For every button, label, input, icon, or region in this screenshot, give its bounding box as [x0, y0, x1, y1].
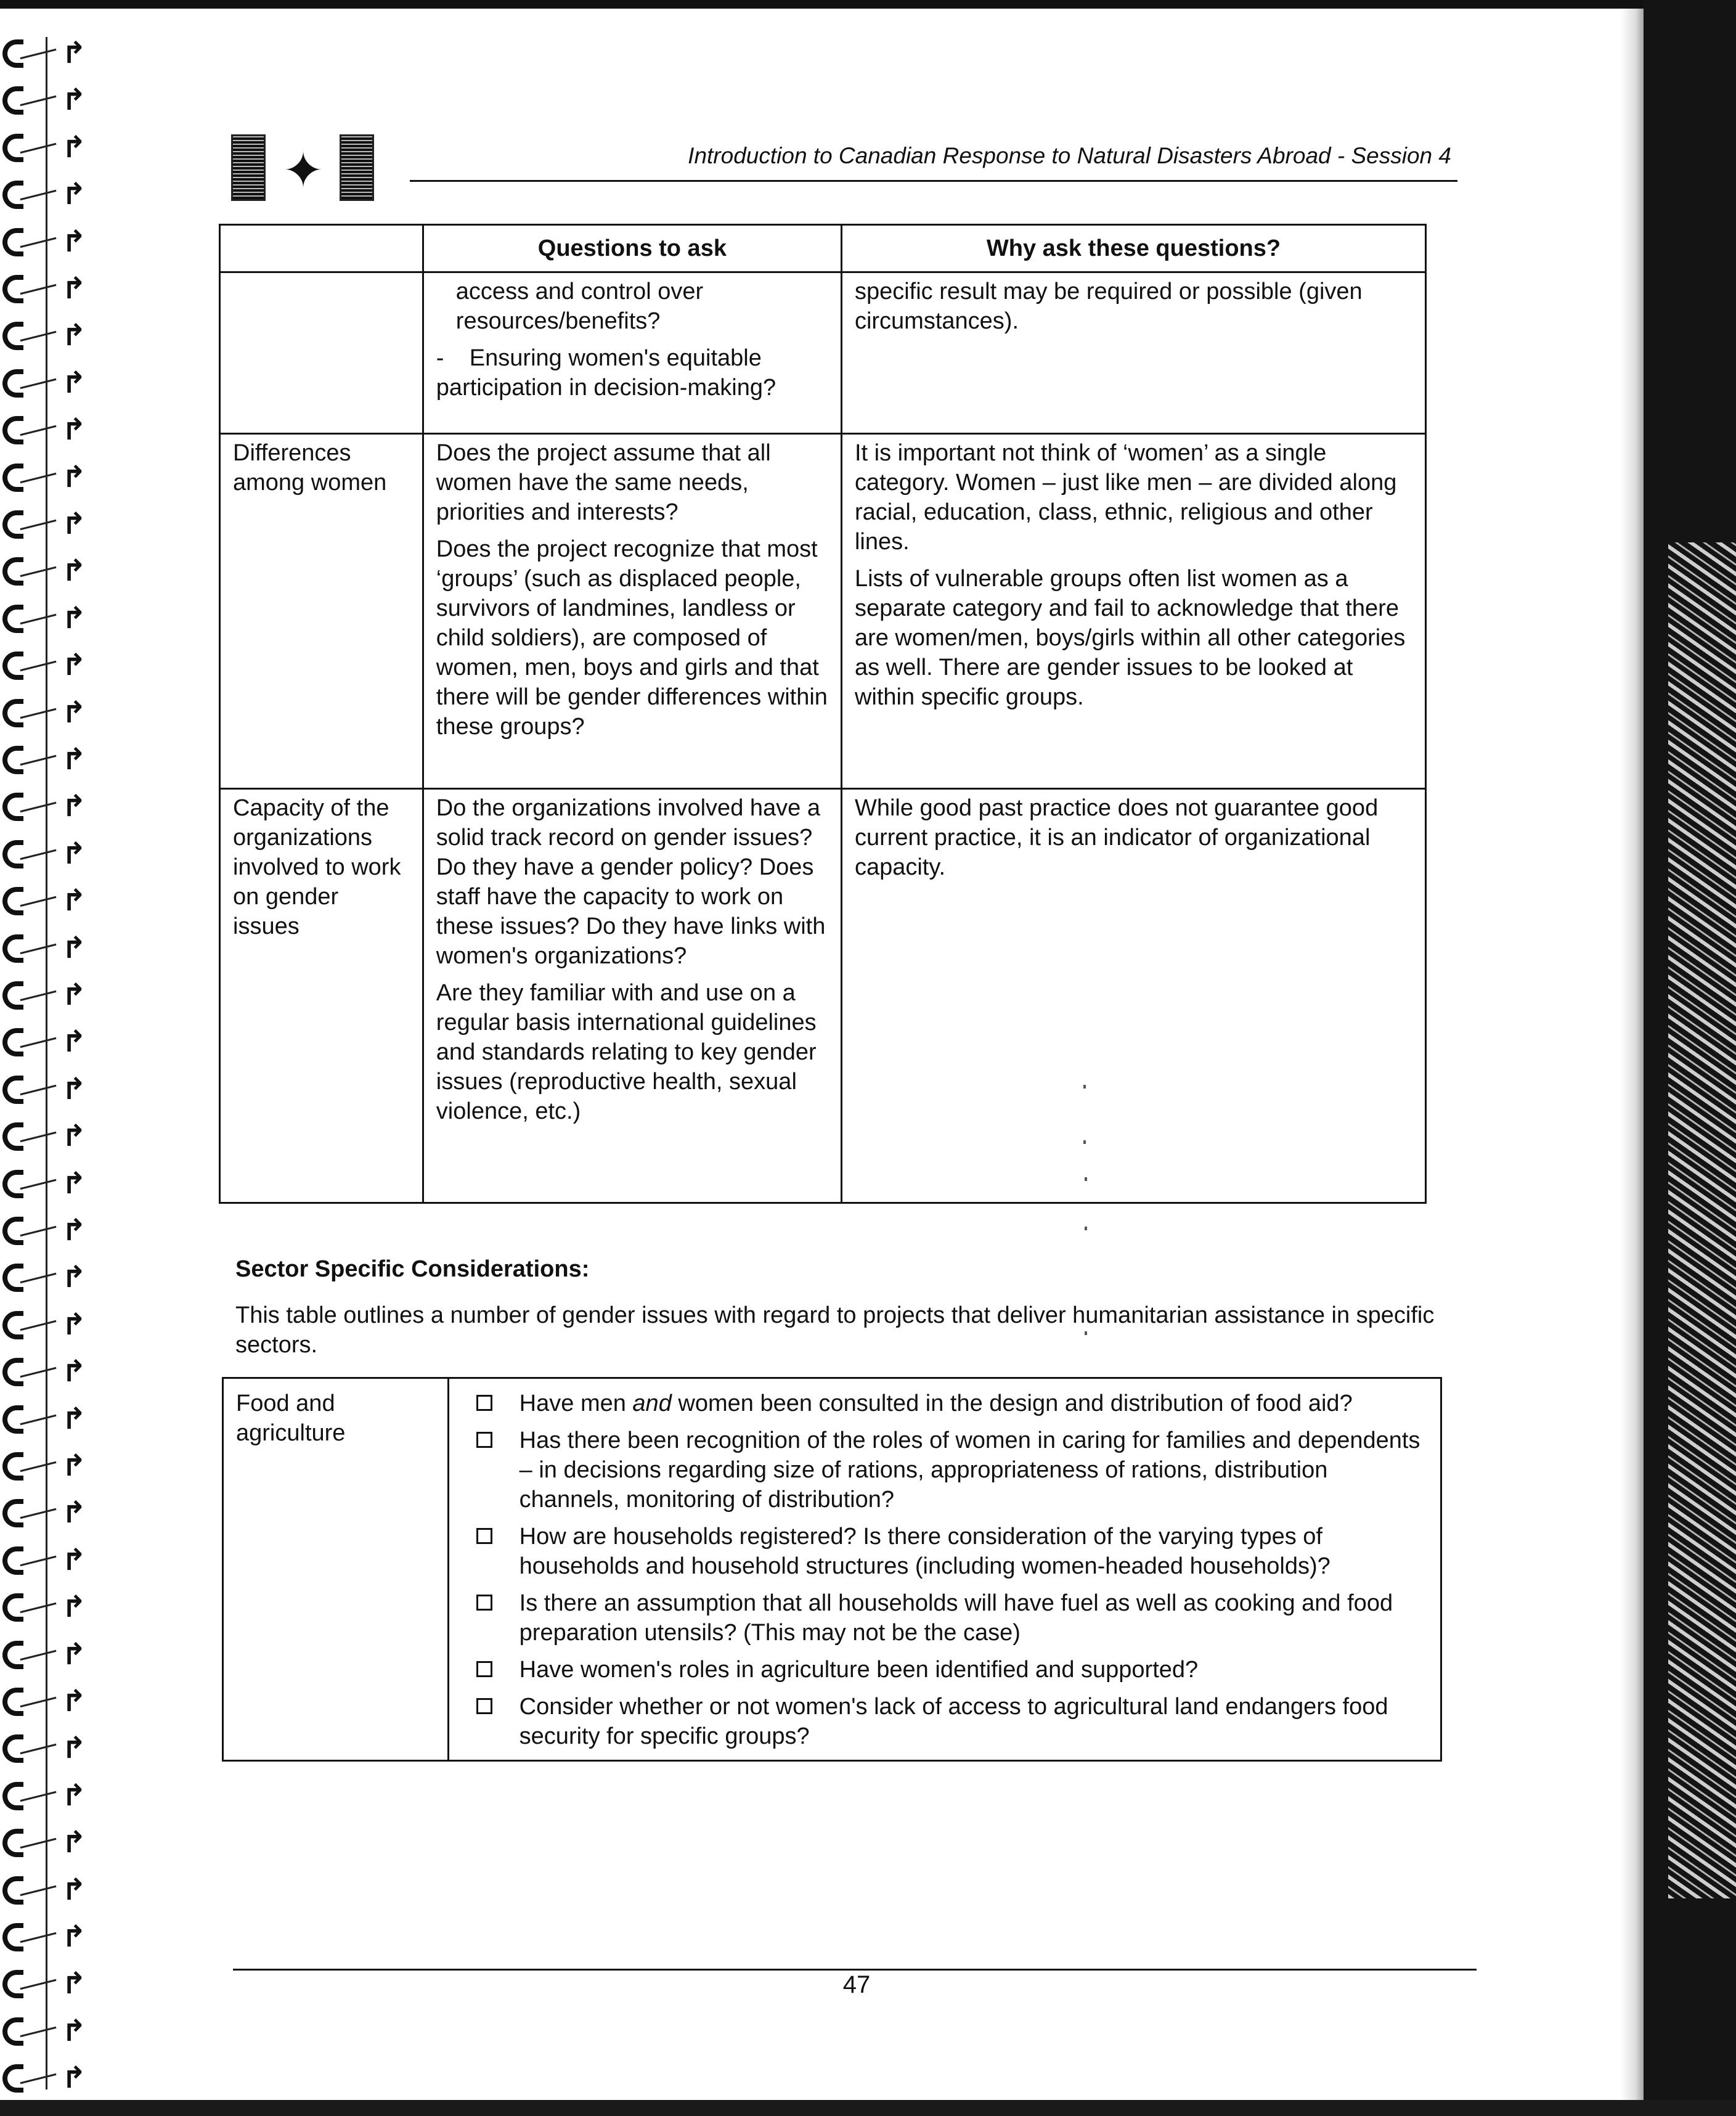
checkbox-icon: [476, 1661, 492, 1677]
spiral-coil: ↱: [2, 1120, 89, 1152]
spiral-coil: ↱: [2, 555, 89, 587]
checklist-item: [462, 1692, 1429, 1751]
spiral-coil: ↱: [2, 1544, 89, 1576]
item-text-emphasis: and: [632, 1391, 672, 1416]
flag-left-bar: [231, 134, 266, 201]
gender-questions-table: [219, 224, 1427, 1204]
questions-cell: [423, 789, 841, 1203]
page-edge-shadow: [1621, 9, 1645, 2100]
spiral-coil: ↱: [2, 1826, 89, 1858]
spiral-coil: ↱: [2, 979, 89, 1011]
spiral-binding: [0, 37, 99, 2096]
spiral-coil: ↱: [2, 1450, 89, 1482]
scan-top-edge: [0, 0, 1736, 9]
scan-speck: [1085, 1177, 1087, 1181]
table-row: [220, 434, 1426, 789]
question-bullet-text: Ensuring women's equitable participation in decision-making?: [436, 345, 776, 401]
spiral-coil: ↱: [2, 414, 89, 446]
spiral-coil: ↱: [2, 1874, 89, 1906]
spiral-coil: ↱: [2, 2015, 89, 2047]
checklist-item: [462, 1655, 1429, 1685]
page-header-title: Introduction to Canadian Response to Natural Disasters Abroad - Session 4: [688, 143, 1451, 168]
checklist-item: [462, 1522, 1429, 1581]
questions-cell: [423, 434, 841, 789]
why-cell: [841, 434, 1425, 789]
maple-leaf-icon: ✦: [282, 142, 324, 199]
sector-cell: Food and agriculture: [223, 1378, 449, 1761]
spiral-coil: ↱: [2, 1779, 89, 1812]
spiral-coil: ↱: [2, 367, 89, 399]
topic-cell: Differences among women: [220, 434, 423, 789]
spiral-coil: ↱: [2, 649, 89, 681]
scan-speck: [1085, 1331, 1087, 1335]
spiral-coil: ↱: [2, 696, 89, 729]
checkbox-icon: [476, 1432, 492, 1448]
spiral-coil: ↱: [2, 602, 89, 634]
spiral-coil: ↱: [2, 884, 89, 917]
topic-cell: [220, 272, 423, 434]
checkbox-icon: [476, 1395, 492, 1411]
spiral-coil: ↱: [2, 1921, 89, 1953]
spiral-coil: ↱: [2, 790, 89, 822]
checklist-item: [462, 1426, 1429, 1514]
section-heading: Sector Specific Considerations:: [235, 1256, 590, 1282]
checklist-item-text: How are households registered? Is there consideration of the varying types of households and household structures (including women-headed households)?: [519, 1524, 1331, 1579]
why-text: While good past practice does not guarantee good current practice, it is an indicator of organizational capacity.: [854, 795, 1379, 880]
question-text: access and control over resources/benefits?: [455, 279, 704, 334]
checklist-item: [462, 1389, 1429, 1418]
spiral-coil: ↱: [2, 1967, 89, 2000]
spiral-coil: ↱: [2, 1685, 89, 1717]
scan-bottom-edge: [0, 2100, 1736, 2116]
question-text: [436, 343, 829, 402]
question-text: Does the project assume that all women have the same needs, priorities and interests?: [436, 440, 771, 525]
spiral-coil: ↱: [2, 1638, 89, 1670]
page-number: 47: [842, 1971, 871, 1998]
spiral-coil: ↱: [2, 1167, 89, 1199]
checklist-item-text: Have women's roles in agriculture been identified and supported?: [519, 1657, 1199, 1683]
checkbox-icon: [476, 1528, 492, 1544]
spiral-coil: ↱: [2, 838, 89, 870]
spiral-coil: ↱: [2, 461, 89, 493]
spiral-coil: ↱: [2, 178, 89, 210]
spiral-coil: ↱: [2, 1591, 89, 1623]
why-text: specific result may be required or possible (given circumstances).: [854, 279, 1363, 334]
column-header: Questions to ask: [423, 225, 841, 272]
spiral-coil: ↱: [2, 226, 89, 258]
question-text: Do the organizations involved have a solid track record on gender issues? Do they have a gender policy? Does staff have the capacity to work on these issues? Do they have links with women's organizations?: [436, 795, 826, 969]
checklist-item-text: Has there been recognition of the roles of women in caring for families and dependents – in decisions regarding size of rations, appropriateness of rations, distribution channels, monitoring of distribution?: [519, 1428, 1420, 1513]
spiral-coil: ↱: [2, 1309, 89, 1341]
spiral-coil: ↱: [2, 131, 89, 163]
item-text-part: women been consulted in the design and distribution of food aid?: [671, 1391, 1353, 1416]
table-row: [220, 272, 1426, 434]
item-text-part: Have men: [519, 1391, 633, 1416]
why-text: It is important not think of ‘women’ as a single category. Women – just like men – are divided along racial, education, class, ethnic, religious and other lines.: [854, 440, 1397, 555]
section-intro: This table outlines a number of gender issues with regard to projects that deliver humanitarian assistance in specific sectors.: [235, 1302, 1435, 1358]
scan-speck: [1085, 1227, 1087, 1230]
questions-cell: [423, 272, 841, 434]
why-cell: [841, 272, 1425, 434]
canada-flag-logo: [231, 134, 374, 203]
sector-checklist-table: [222, 1377, 1442, 1762]
table-row: [220, 789, 1426, 1203]
spiral-coil: ↱: [2, 1073, 89, 1105]
checkbox-icon: [476, 1698, 492, 1714]
flag-right-bar: [340, 134, 374, 201]
spiral-coil: ↱: [2, 1403, 89, 1435]
checklist-cell: [448, 1378, 1441, 1761]
spiral-coil: ↱: [2, 1026, 89, 1058]
spiral-coil: ↱: [2, 272, 89, 304]
header-rule: [410, 180, 1457, 182]
table-row: [223, 1378, 1441, 1761]
column-header: [220, 225, 423, 272]
spiral-coil: ↱: [2, 1261, 89, 1293]
spiral-coil: ↱: [2, 1355, 89, 1387]
spiral-coil: ↱: [2, 1497, 89, 1529]
checklist-item: [462, 1588, 1429, 1648]
column-header: Why ask these questions?: [841, 225, 1425, 272]
spiral-coil: ↱: [2, 1732, 89, 1764]
question-text: Are they familiar with and use on a regular basis international guidelines and standards relating to key gender issues (reproductive health, sexual violence, etc.): [436, 980, 817, 1124]
scan-speck: [1083, 1140, 1086, 1144]
spiral-coil: ↱: [2, 37, 89, 69]
why-cell: [841, 789, 1425, 1203]
scan-speck: [1083, 1085, 1086, 1089]
why-text: Lists of vulnerable groups often list women as a separate category and fail to acknowledge that there are women/men, boys/girls within all other categories as well. There are gender issues to be looked at within specific groups.: [854, 566, 1406, 710]
spiral-coil: ↱: [2, 743, 89, 775]
spiral-coil: ↱: [2, 84, 89, 116]
checklist-item-text: Is there an assumption that all households will have fuel as well as cooking and food preparation utensils? (This may not be the case): [519, 1590, 1393, 1646]
scan-right-noise: [1668, 542, 1736, 1898]
spiral-coil: ↱: [2, 932, 89, 964]
spiral-coil: ↱: [2, 2062, 89, 2094]
checklist-item-text: [520, 1389, 1353, 1418]
question-text: Does the project recognize that most ‘groups’ (such as displaced people, survivors of landmines, landless or child soldiers), are composed of women, men, boys and girls and that there will be gender differences within these groups?: [436, 536, 828, 740]
topic-cell: Capacity of the organizations involved to work on gender issues: [220, 789, 423, 1203]
spiral-coil: ↱: [2, 319, 89, 351]
spiral-coil: ↱: [2, 508, 89, 540]
checklist-item-text: Consider whether or not women's lack of access to agricultural land endangers food security for specific groups?: [519, 1694, 1388, 1749]
checkbox-icon: [476, 1595, 492, 1611]
table-header-row: [220, 225, 1426, 272]
footer-rule: [233, 1969, 1477, 1971]
spiral-coil: ↱: [2, 1214, 89, 1246]
dash-bullet: -: [436, 345, 444, 371]
